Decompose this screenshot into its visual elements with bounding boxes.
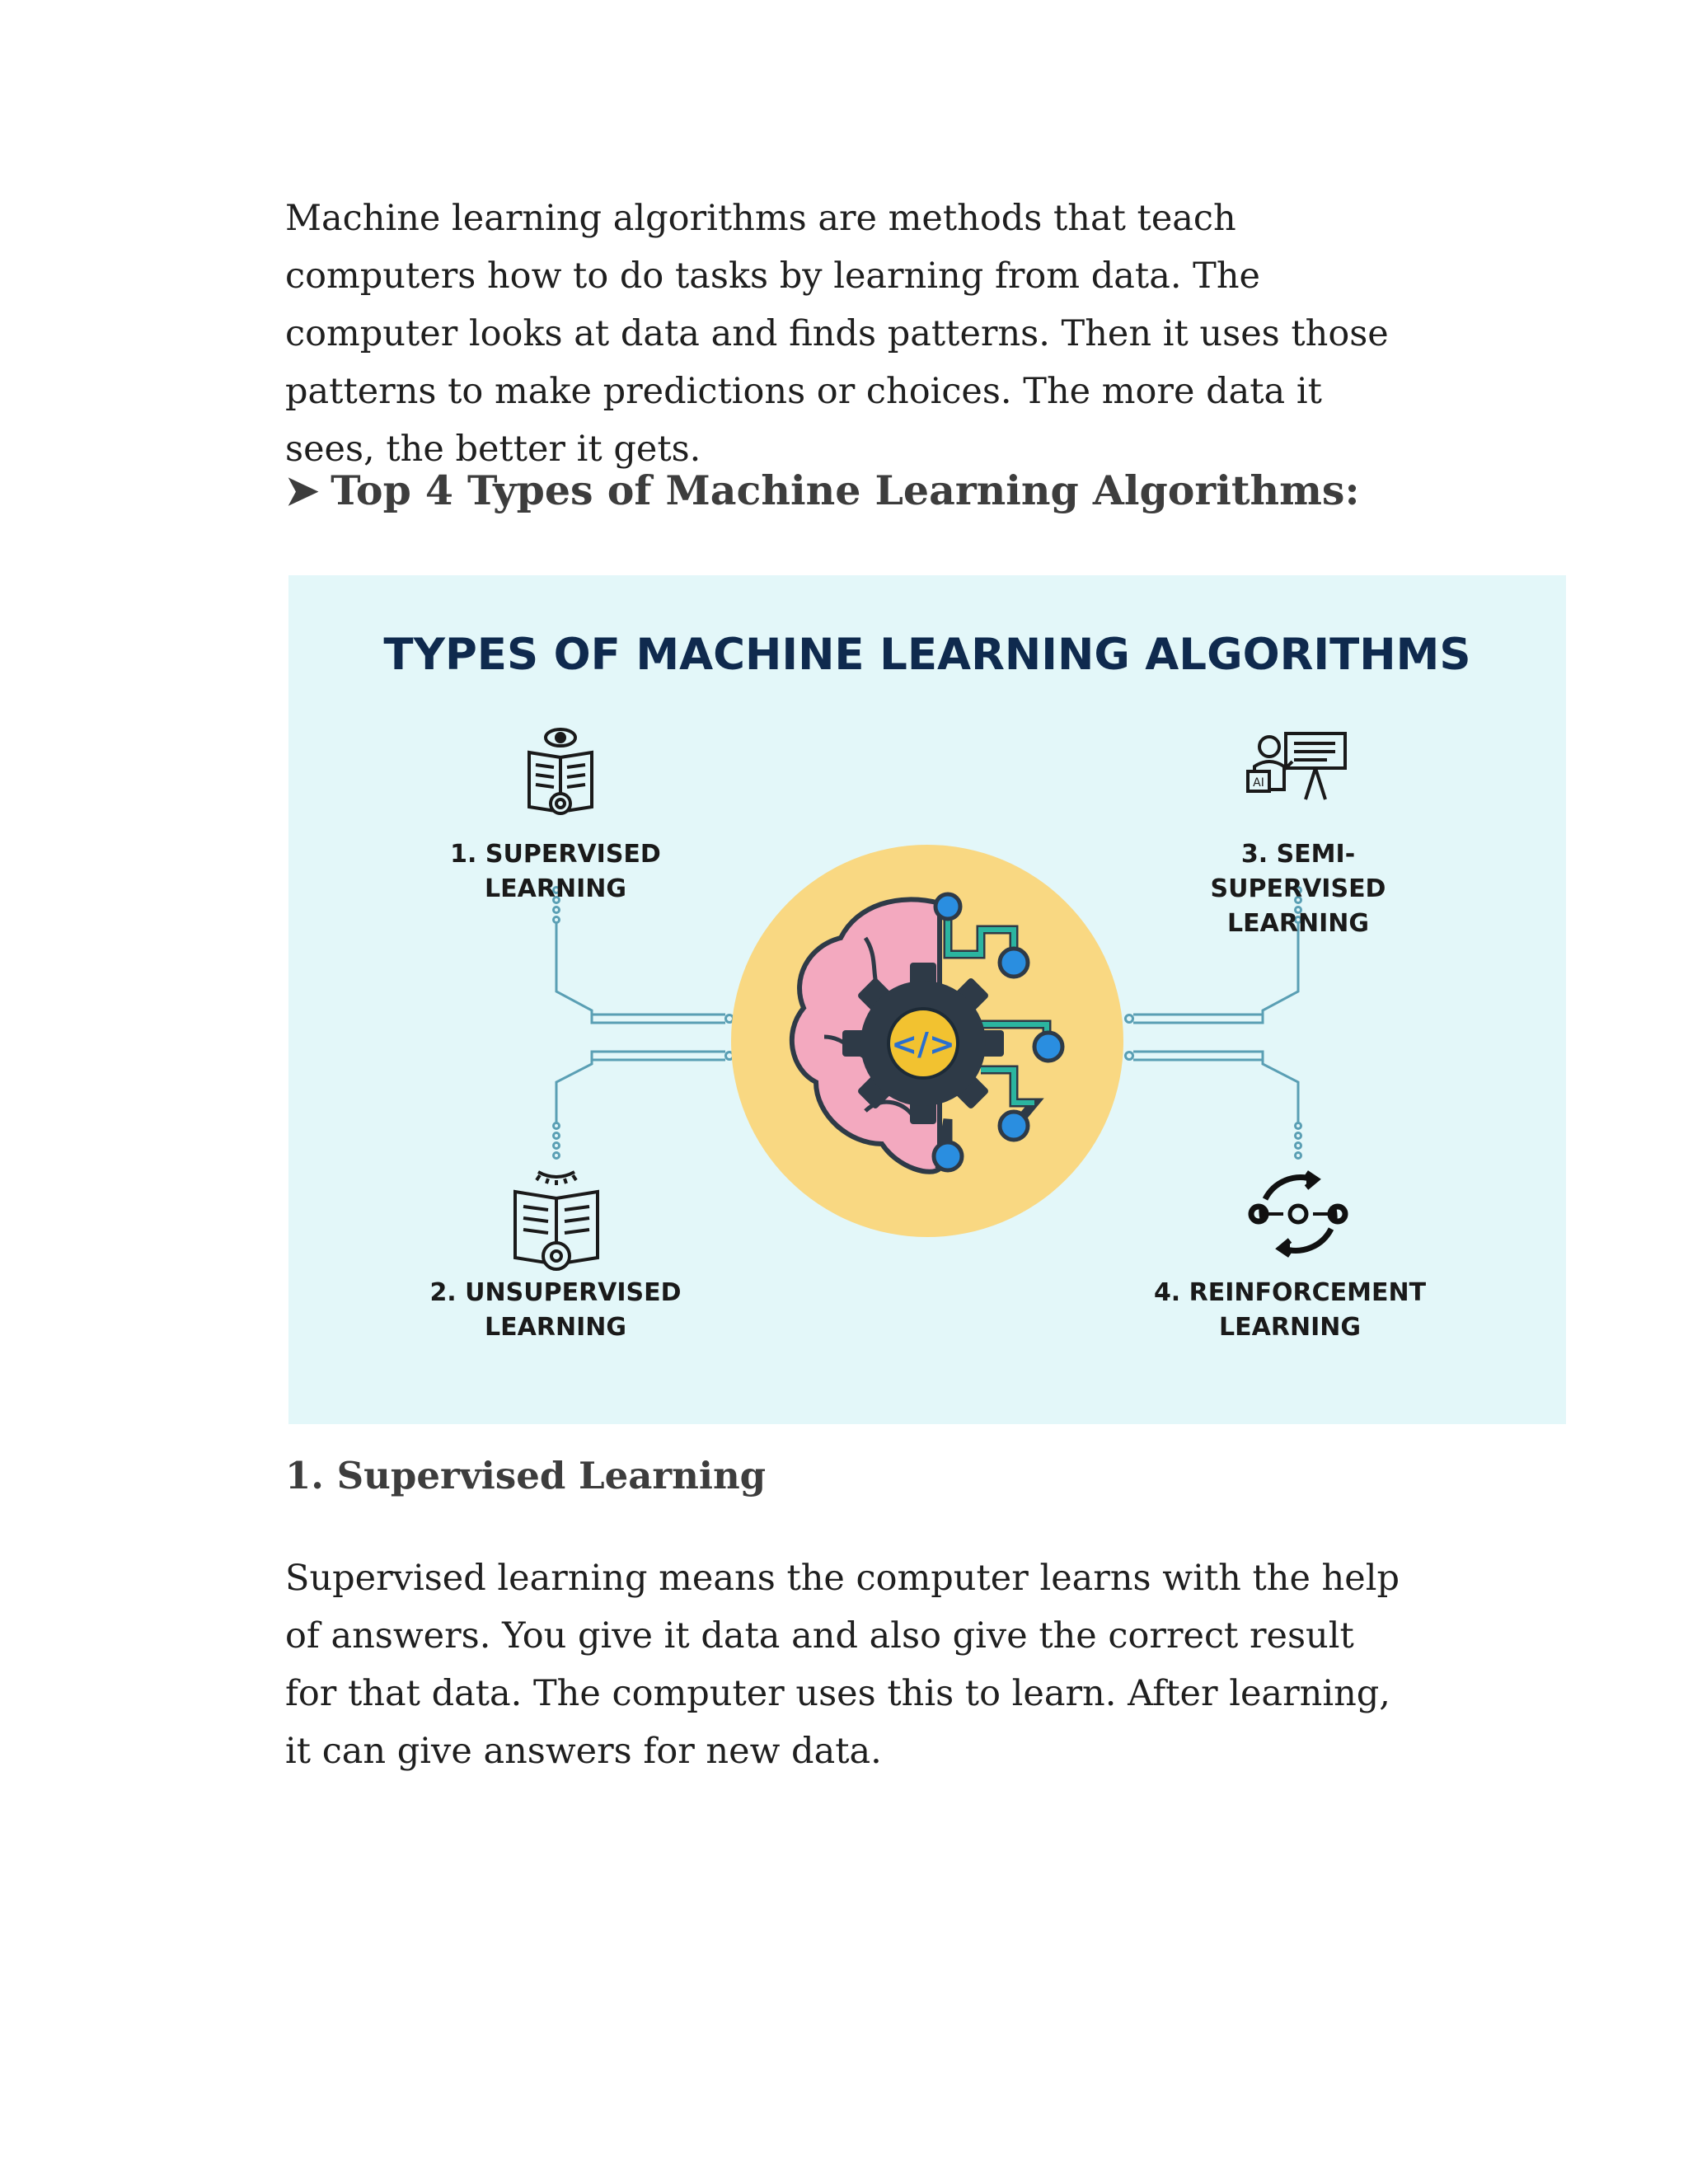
supervised-learning-paragraph: Supervised learning means the computer learns with the help of answers. You give it data and also give the correct result for that data. The computer uses this to learn. After learning, it can give answers for new data. xyxy=(285,1558,1400,1772)
label-semi-supervised: 3. SEMI-SUPERVISED LEARNING xyxy=(1210,840,1386,938)
cycle-arrows-icon xyxy=(1251,1173,1345,1255)
ml-types-infographic xyxy=(288,575,1566,1424)
section-heading-text: Top 4 Types of Machine Learning Algorithms: xyxy=(331,466,1360,514)
label-supervised: 1. SUPERVISED LEARNING xyxy=(450,840,661,903)
infographic-title: TYPES OF MACHINE LEARNING ALGORITHMS xyxy=(383,630,1471,680)
teacher-presentation-icon xyxy=(1248,733,1345,799)
ai-badge: AI xyxy=(1253,776,1264,790)
label-unsupervised: 2. UNSUPERVISED LEARNING xyxy=(429,1278,682,1342)
code-gear-icon xyxy=(842,963,1004,1124)
code-glyph: </> xyxy=(891,1026,955,1062)
intro-paragraph: Machine learning algorithms are methods that teach computers how to do tasks by learning from data. The computer looks at data and finds patterns. Then it uses those patterns to make predictions or choices. The more data it sees, the better it gets. xyxy=(285,198,1389,470)
left-connectors xyxy=(554,888,734,1159)
supervised-learning-heading: 1. Supervised Learning xyxy=(285,1454,767,1497)
label-reinforcement: 4. REINFORCEMENT LEARNING xyxy=(1153,1278,1427,1342)
section-heading xyxy=(285,462,1522,519)
arrow-bullet-icon: ➤ xyxy=(285,466,320,514)
book-eye-icon xyxy=(529,729,592,813)
book-closed-eye-icon xyxy=(515,1172,598,1269)
